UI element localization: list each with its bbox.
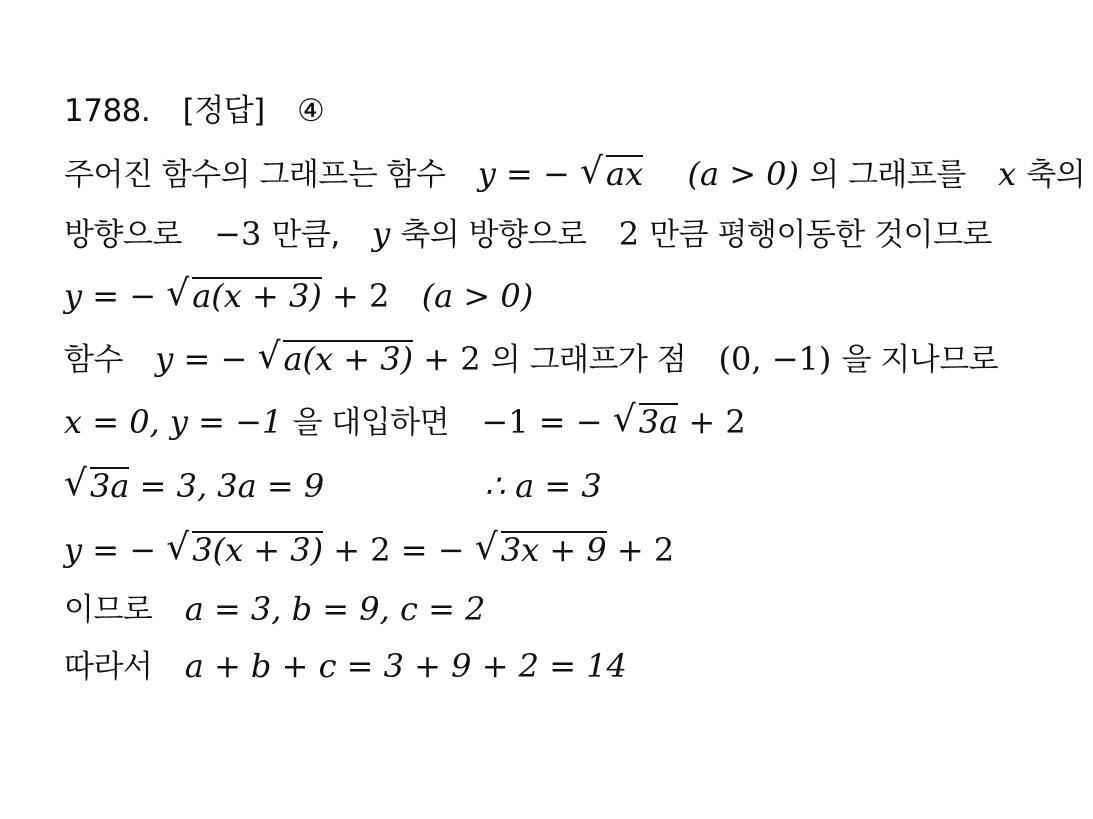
text: 방향으로	[64, 217, 182, 253]
text: 축의	[1026, 157, 1086, 193]
math-condition: (a > 0)	[687, 155, 800, 193]
solution-line-9	[64, 585, 485, 633]
sqrt-expression: √ 3a	[612, 399, 679, 441]
math-variable: y	[372, 215, 391, 253]
math-variable: x	[998, 155, 1017, 193]
math-expression: y = −	[64, 531, 157, 569]
solution-line-3	[64, 210, 992, 258]
math-expression: + 2	[332, 277, 390, 315]
sqrt-expression: √ 3a	[64, 463, 130, 505]
text: 의 그래프가 점	[490, 342, 687, 378]
text: 의 그래프를	[809, 157, 966, 193]
text: 을 대입하면	[292, 405, 450, 441]
text: 함수	[64, 342, 123, 378]
sqrt-expression: √ a(x + 3)	[257, 336, 414, 378]
answer-label: [정답]	[182, 93, 265, 129]
math-expression: = 3, 3a = 9	[139, 467, 325, 505]
math-expression: x = 0, y = −1	[64, 403, 283, 441]
solution-line-10	[64, 642, 627, 690]
math-point: (0, −1)	[718, 340, 832, 378]
answer-mark: ④	[297, 93, 325, 129]
sqrt-expression: √ a(x + 3)	[166, 273, 322, 315]
math-expression: −1 = −	[481, 403, 603, 441]
math-expression: + 2	[423, 340, 481, 378]
math-expression: y = −	[155, 340, 248, 378]
problem-number: 1788.	[64, 93, 151, 129]
text: 이므로	[64, 592, 153, 628]
sqrt-expression: √ 3(x + 3)	[166, 527, 324, 569]
answer-header	[64, 86, 324, 134]
math-expression: a = 3, b = 9, c = 2	[184, 590, 486, 628]
math-conclusion: ∴ a = 3	[484, 467, 602, 505]
math-expression: y = −	[64, 277, 157, 315]
sqrt-expression: √ ax	[579, 151, 644, 193]
math-expression: + 2	[688, 403, 746, 441]
math-expression: + 2 = −	[333, 531, 465, 569]
solution-line-2	[64, 150, 1085, 198]
text: 축의 방향으로	[400, 217, 587, 253]
math-number: 2	[618, 215, 640, 253]
math-expression: y = −	[477, 155, 570, 193]
solution-line-8	[64, 526, 674, 574]
text: 주어진 함수의 그래프는 함수	[64, 157, 446, 193]
solution-line-4	[64, 272, 533, 320]
text: 만큼,	[271, 217, 340, 253]
math-expression: a + b + c = 3 + 9 + 2 = 14	[184, 647, 627, 685]
math-number: −3	[214, 215, 262, 253]
solution-line-6	[64, 398, 746, 446]
text: 따라서	[64, 649, 153, 685]
math-condition: (a > 0)	[421, 277, 534, 315]
text: 만큼 평행이동한 것이므로	[649, 217, 992, 253]
solution-line-5	[64, 335, 998, 383]
sqrt-expression: √ 3x + 9	[474, 527, 607, 569]
text: 을 지나므로	[841, 342, 999, 378]
math-expression: + 2	[616, 531, 675, 569]
solution-line-7	[64, 462, 602, 510]
